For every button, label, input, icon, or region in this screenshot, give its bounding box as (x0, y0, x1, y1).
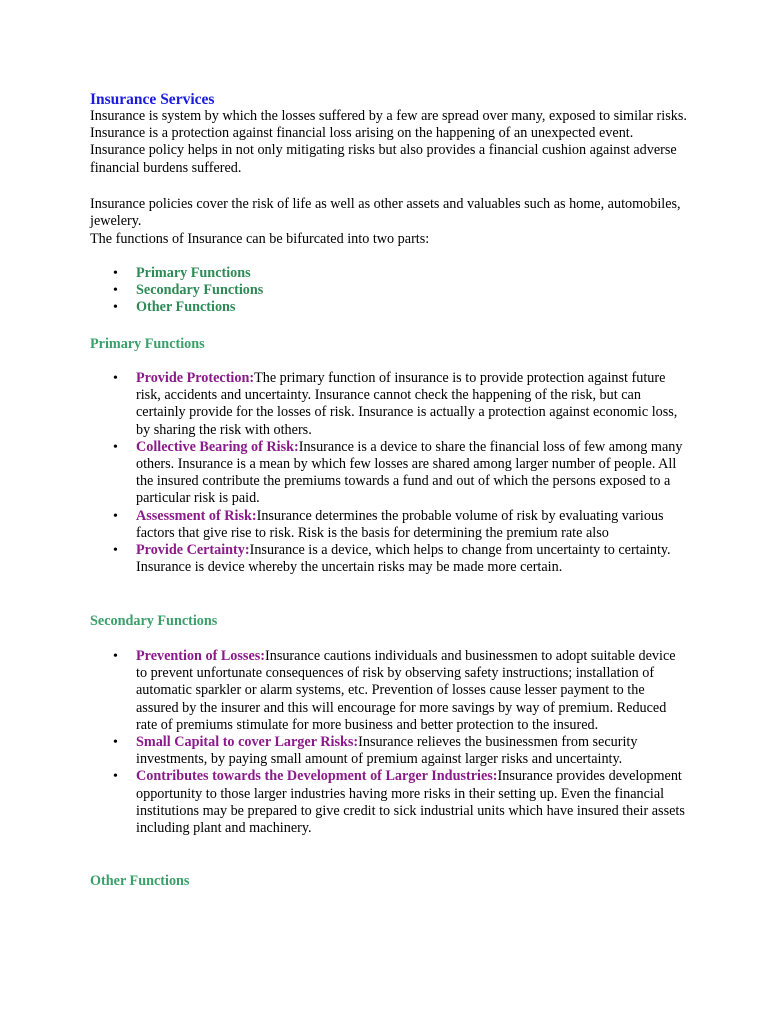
list-item (90, 508, 690, 542)
item-text: Insurance is a device to share the financial loss of few among many others. Insurance is a mean by which few losses are shared among larger number of people. All the insured contribute the premiums towards a fund and out of which the persons exposed to a particular risk is paid. (136, 438, 683, 507)
functions-intro-paragraph: The functions of Insurance can be bifurcated into two parts: (90, 231, 430, 247)
list-item (90, 734, 690, 768)
list-item (90, 282, 690, 299)
secondary-functions-heading: Secondary Functions (90, 613, 218, 629)
item-text: Insurance relieves the businessmen from security investments, by paying small amount of premium against larger risks and uncertainty. (136, 734, 638, 768)
item-term: Provide Certainty: (136, 542, 250, 559)
functions-link-list (90, 265, 690, 317)
item-term: Provide Protection: (136, 370, 255, 386)
item-text: Insurance cautions individuals and businessmen to adopt suitable device to prevent unfortunate consequences of risk by observing safety instructions; installation of automatic sparkler or alarm systems, etc. Prevention of losses cause lesser payment to the assured by the insurer and this will encourage for more savings by way of premium. Reduced rate of premiums stimulate for more business and better protection to the insured. (136, 648, 676, 733)
item-text: Insurance is a device, which helps to change from uncertainty to certainty. Insurance is device whereby the uncertain risks may be made more certain. (136, 542, 671, 576)
list-item (90, 265, 690, 282)
page-title: Insurance Services (90, 91, 215, 108)
secondary-functions-link[interactable]: Secondary Functions (136, 282, 264, 299)
item-text: Insurance determines the probable volume of risk by evaluating various factors that give rise to risk. Risk is the basis for determining the premium rate also (136, 507, 664, 541)
other-functions-heading: Other Functions (90, 873, 190, 889)
list-item (90, 648, 690, 734)
item-term: Collective Bearing of Risk: (136, 438, 299, 455)
other-functions-link[interactable]: Other Functions (136, 299, 236, 316)
secondary-functions-list (90, 648, 690, 837)
item-term: Prevention of Losses: (136, 648, 265, 664)
intro-paragraph: Insurance is system by which the losses suffered by a few are spread over many, exposed to similar risks. Insurance is a protection against financial loss arising on the happening of an unexpected event. Insurance policy helps in not only mitigating risks but also provides a financial cushion against adverse financial burdens suffered. (90, 108, 687, 176)
primary-functions-heading: Primary Functions (90, 336, 205, 352)
list-item (90, 768, 690, 837)
list-item (90, 542, 690, 576)
primary-functions-list (90, 370, 690, 576)
item-text: Insurance provides development opportunity to those larger industries having more risks in their setting up. Even the financial institutions may be prepared to give credit to sick industrial units which have insured their assets including plant and machinery. (136, 768, 685, 837)
item-term: Contributes towards the Development of Larger Industries: (136, 768, 498, 785)
coverage-paragraph: Insurance policies cover the risk of life as well as other assets and valuables such as home, automobiles, jewelery. (90, 196, 681, 230)
item-text: The primary function of insurance is to provide protection against future risk, accidents and uncertainty. Insurance cannot check the happening of the risk, but can certainly provide for the losses of risk. Insurance is actually a protection against economic loss, by sharing the risk with others. (136, 370, 678, 438)
list-item (90, 299, 690, 316)
item-term: Small Capital to cover Larger Risks: (136, 734, 359, 751)
list-item (90, 439, 690, 508)
primary-functions-link[interactable]: Primary Functions (136, 265, 251, 281)
item-term: Assessment of Risk: (136, 507, 257, 524)
list-item (90, 370, 690, 439)
